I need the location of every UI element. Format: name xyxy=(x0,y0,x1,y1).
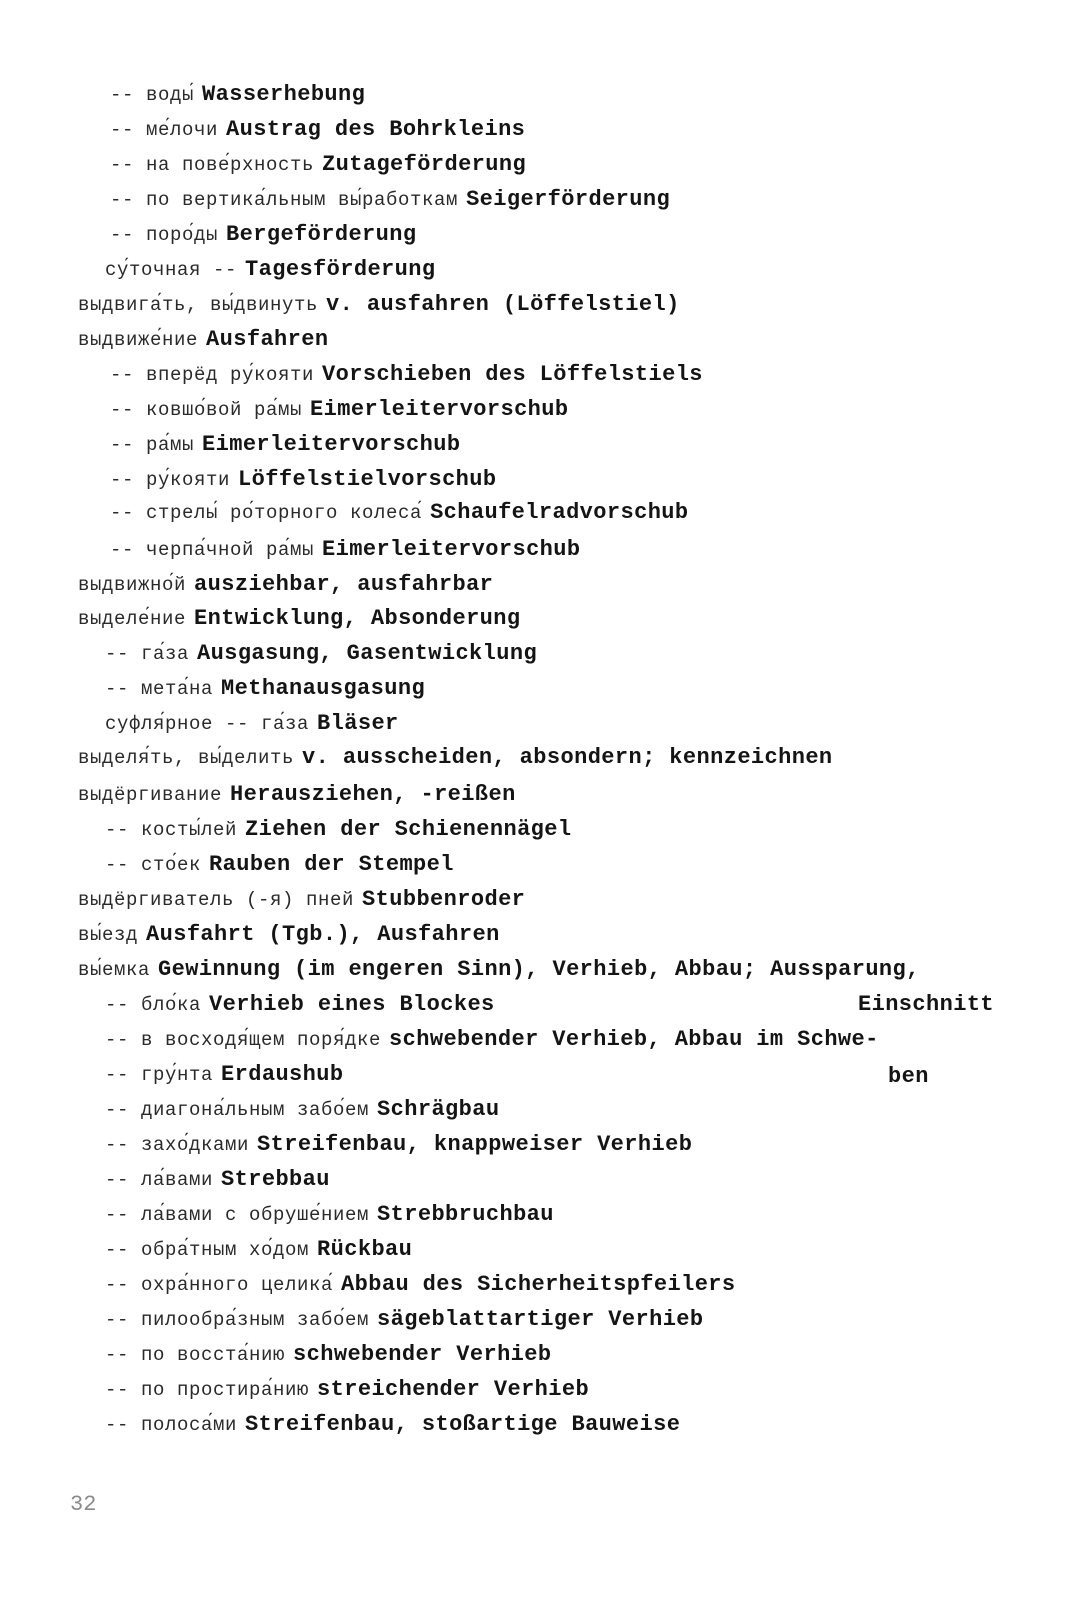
german-translation: sägeblattartiger Verhieb xyxy=(377,1307,704,1332)
german-translation: streichender Verhieb xyxy=(317,1377,590,1402)
russian-term: -- воды́ xyxy=(110,84,195,106)
russian-term: -- по восста́нию xyxy=(105,1344,286,1366)
russian-term: -- ме́лочи xyxy=(110,119,219,141)
entry-line xyxy=(110,150,526,180)
german-translation: v. ausfahren (Löffelstiel) xyxy=(326,292,680,317)
russian-term: выделя́ть, вы́делить xyxy=(78,747,295,769)
entry-line xyxy=(78,325,328,355)
entry-line xyxy=(105,850,454,880)
entry-line xyxy=(105,815,571,845)
continuation-einschnitt: Einschnitt xyxy=(858,992,995,1017)
russian-term: су́точная -- xyxy=(105,259,238,281)
entry-line xyxy=(105,1340,551,1370)
russian-term: -- пилообра́зным забо́ем xyxy=(105,1309,370,1331)
entry-line xyxy=(78,570,493,600)
entry-line xyxy=(105,1060,343,1090)
german-translation: Ausgasung, Gasentwicklung xyxy=(197,641,538,666)
russian-term: -- гру́нта xyxy=(105,1064,214,1086)
russian-term: -- ру́кояти xyxy=(110,469,231,491)
russian-term: -- ла́вами с обруше́нием xyxy=(105,1204,370,1226)
entry-line xyxy=(105,1025,879,1055)
entry-line xyxy=(105,1235,412,1265)
entry-line xyxy=(110,535,581,565)
russian-term: -- диагона́льным забо́ем xyxy=(105,1099,370,1121)
german-translation: schwebender Verhieb, Abbau im Schwe- xyxy=(389,1027,879,1052)
russian-term: -- бло́ка xyxy=(105,994,202,1016)
entry-line xyxy=(105,1410,680,1440)
german-translation: Gewinnung (im engeren Sinn), Verhieb, Abbau; Aussparung, xyxy=(158,957,920,982)
entry-line xyxy=(105,1305,704,1335)
german-translation: Ausfahren xyxy=(206,327,329,352)
russian-term: -- сто́ек xyxy=(105,854,202,876)
entry-line xyxy=(105,1095,499,1125)
entry-line xyxy=(110,395,568,425)
entry-line xyxy=(105,709,399,739)
entry-line xyxy=(105,1270,736,1300)
german-translation: Rauben der Stempel xyxy=(209,852,454,877)
russian-term: выдвижно́й xyxy=(78,574,187,596)
german-translation: Ausfahrt (Tgb.), Ausfahren xyxy=(146,922,500,947)
german-translation: Streifenbau, stoßartige Bauweise xyxy=(245,1412,681,1437)
german-translation: Vorschieben des Löffelstiels xyxy=(322,362,703,387)
german-translation: Wasserhebung xyxy=(202,82,366,107)
russian-term: вы́езд xyxy=(78,924,139,946)
russian-term: выдвиже́ние xyxy=(78,329,199,351)
russian-term: выделе́ние xyxy=(78,608,187,630)
entry-line xyxy=(105,990,495,1020)
entry-line xyxy=(78,955,920,985)
german-translation: v. ausscheiden, absondern; kennzeichnen xyxy=(302,745,833,770)
russian-term: вы́емка xyxy=(78,959,151,981)
german-translation: Methanausgasung xyxy=(221,676,426,701)
russian-term: -- по вертика́льным вы́работкам xyxy=(110,189,459,211)
russian-term: -- захо́дками xyxy=(105,1134,250,1156)
russian-term: -- поро́ды xyxy=(110,224,219,246)
russian-term: -- ла́вами xyxy=(105,1169,214,1191)
german-translation: Stubbenroder xyxy=(362,887,526,912)
german-translation: Eimerleitervorschub xyxy=(310,397,569,422)
russian-term: -- на пове́рхность xyxy=(110,154,315,176)
german-translation: Rückbau xyxy=(317,1237,413,1262)
german-translation: Löffelstielvorschub xyxy=(238,467,497,492)
german-translation: Eimerleitervorschub xyxy=(322,537,581,562)
entry-line xyxy=(110,115,525,145)
russian-term: -- в восходя́щем поря́дке xyxy=(105,1029,382,1051)
entry-line xyxy=(110,220,416,250)
german-translation: Bergeförderung xyxy=(226,222,417,247)
german-translation: Schaufelradvorschub xyxy=(430,500,689,525)
entry-line xyxy=(78,920,500,950)
german-translation: Abbau des Sicherheitspfeilers xyxy=(341,1272,736,1297)
entry-line xyxy=(105,1375,589,1405)
german-translation: Bläser xyxy=(317,711,399,736)
german-translation: Strebbau xyxy=(221,1167,330,1192)
russian-term: выдёргивание xyxy=(78,784,223,806)
entry-line xyxy=(78,743,833,773)
german-translation: Eimerleitervorschub xyxy=(202,432,461,457)
german-translation: schwebender Verhieb xyxy=(293,1342,552,1367)
entry-line xyxy=(105,1165,330,1195)
german-translation: Entwicklung, Absonderung xyxy=(194,606,521,631)
russian-term: -- черпа́чной ра́мы xyxy=(110,539,315,561)
german-translation: Austrag des Bohrkleins xyxy=(226,117,526,142)
entry-line xyxy=(110,498,689,528)
russian-term: выдвига́ть, вы́двинуть xyxy=(78,294,319,316)
entry-line xyxy=(105,255,435,285)
russian-term: -- охра́нного целика́ xyxy=(105,1274,334,1296)
german-translation: Herausziehen, -reißen xyxy=(230,782,516,807)
russian-term: -- га́за xyxy=(105,643,190,665)
german-translation: Strebbruchbau xyxy=(377,1202,554,1227)
russian-term: -- мета́на xyxy=(105,678,214,700)
russian-term: -- стрелы́ ро́торного колеса́ xyxy=(110,502,423,524)
entry-line xyxy=(110,185,670,215)
continuation-ben: ben xyxy=(888,1064,929,1089)
german-translation: ausziehbar, ausfahrbar xyxy=(194,572,494,597)
entry-line xyxy=(105,674,425,704)
russian-term: -- обра́тным хо́дом xyxy=(105,1239,310,1261)
entry-line xyxy=(78,604,520,634)
german-translation: Tagesförderung xyxy=(245,257,436,282)
entry-line xyxy=(78,885,525,915)
russian-term: -- полоса́ми xyxy=(105,1414,238,1436)
german-translation: Streifenbau, knappweiser Verhieb xyxy=(257,1132,693,1157)
entry-line xyxy=(110,80,365,110)
page-number: 32 xyxy=(70,1492,97,1517)
russian-term: -- ра́мы xyxy=(110,434,195,456)
entry-line xyxy=(105,1200,554,1230)
russian-term: -- ковшо́вой ра́мы xyxy=(110,399,303,421)
entry-line xyxy=(105,1130,692,1160)
german-translation: Zutageförderung xyxy=(322,152,527,177)
entry-line xyxy=(110,360,703,390)
german-translation: Ziehen der Schienennägel xyxy=(245,817,572,842)
russian-term: -- вперёд ру́кояти xyxy=(110,364,315,386)
russian-term: суфля́рное -- га́за xyxy=(105,713,310,735)
russian-term: -- по простира́нию xyxy=(105,1379,310,1401)
entry-line xyxy=(110,430,460,460)
german-translation: Seigerförderung xyxy=(466,187,671,212)
german-translation: Erdaushub xyxy=(221,1062,344,1087)
entry-line xyxy=(78,780,516,810)
russian-term: выдёргиватель (-я) пней xyxy=(78,889,355,911)
entry-line xyxy=(110,465,496,495)
russian-term: -- косты́лей xyxy=(105,819,238,841)
entry-line xyxy=(78,290,680,320)
german-translation: Schrägbau xyxy=(377,1097,500,1122)
entry-line xyxy=(105,639,537,669)
german-translation: Verhieb eines Blockes xyxy=(209,992,495,1017)
